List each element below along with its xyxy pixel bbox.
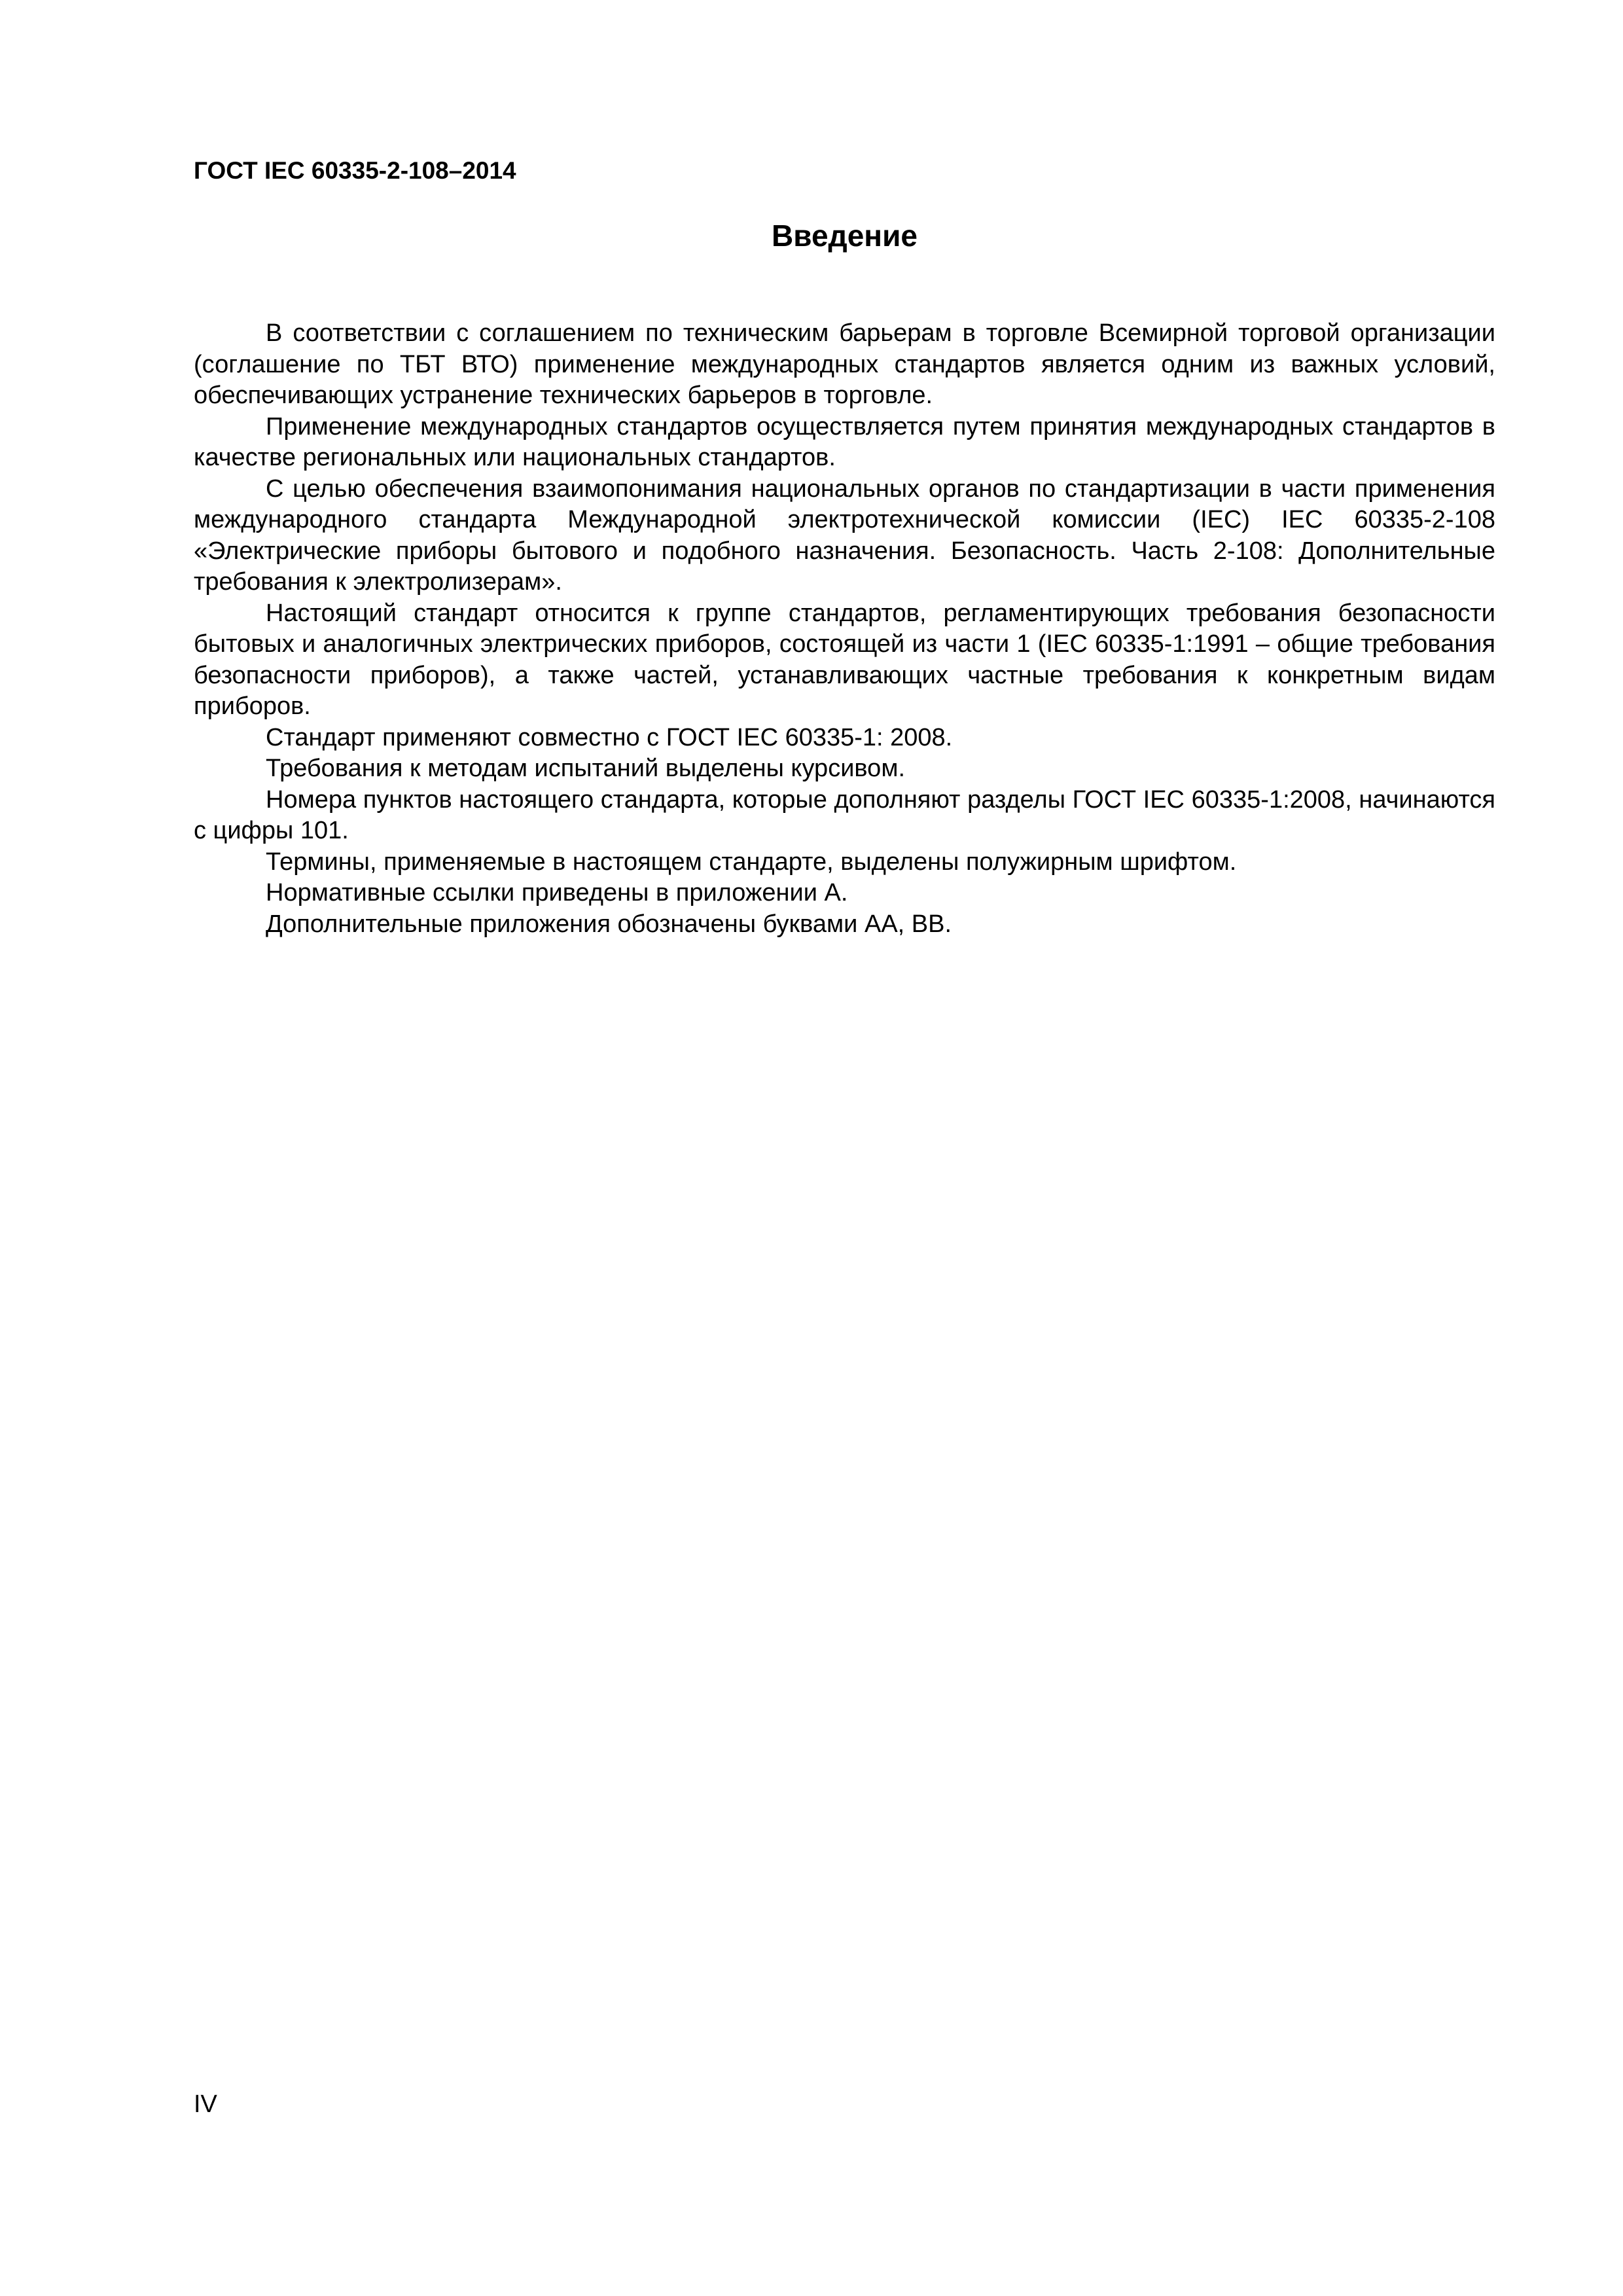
paragraph: В соответствии с соглашением по техническим барьерам в торговле Всемирной торговой организации (соглашение по ТБТ ВТО) применение международных стандартов является одним из важных условий, обеспечивающих устранение технических барьеров в торговле. bbox=[194, 319, 1495, 409]
paragraph: Применение международных стандартов осуществляется путем принятия международных стандартов в качестве региональных или национальных стандартов. bbox=[194, 412, 1495, 471]
page-number: IV bbox=[194, 2090, 217, 2118]
document-header: ГОСТ IEC 60335-2-108–2014 bbox=[194, 157, 516, 184]
paragraph: Номера пунктов настоящего стандарта, которые дополняют разделы ГОСТ IEC 60335-1:2008, начинаются с цифры 101. bbox=[194, 785, 1495, 844]
paragraph: С целью обеспечения взаимопонимания национальных органов по стандартизации в части применения международного стандарта Международной электротехнической комиссии (IEC) IEC 60335-2-108 «Электрические приборы бытового и подобного назначения. Безопасность. Часть 2-108: Дополнительные требования к электролизерам». bbox=[194, 475, 1495, 596]
paragraph: Стандарт применяют совместно с ГОСТ IEC 60335-1: 2008. bbox=[266, 723, 953, 751]
section-title: Введение bbox=[772, 219, 918, 253]
paragraph: Требования к методам испытаний выделены курсивом. bbox=[266, 755, 905, 782]
paragraph: Дополнительные приложения обозначены буквами АА, ВВ. bbox=[266, 910, 952, 938]
paragraph: Нормативные ссылки приведены в приложении А. bbox=[266, 879, 848, 906]
paragraph: Термины, применяемые в настоящем стандарте, выделены полужирным шрифтом. bbox=[266, 848, 1237, 876]
document-body bbox=[194, 318, 1495, 940]
paragraph: Настоящий стандарт относится к группе стандартов, регламентирующих требования безопасности бытовых и аналогичных электрических приборов, состоящей из части 1 (IEC 60335-1:1991 – общие требования безопасности приборов), а также частей, устанавливающих частные требования к конкретным видам приборов. bbox=[194, 599, 1495, 720]
